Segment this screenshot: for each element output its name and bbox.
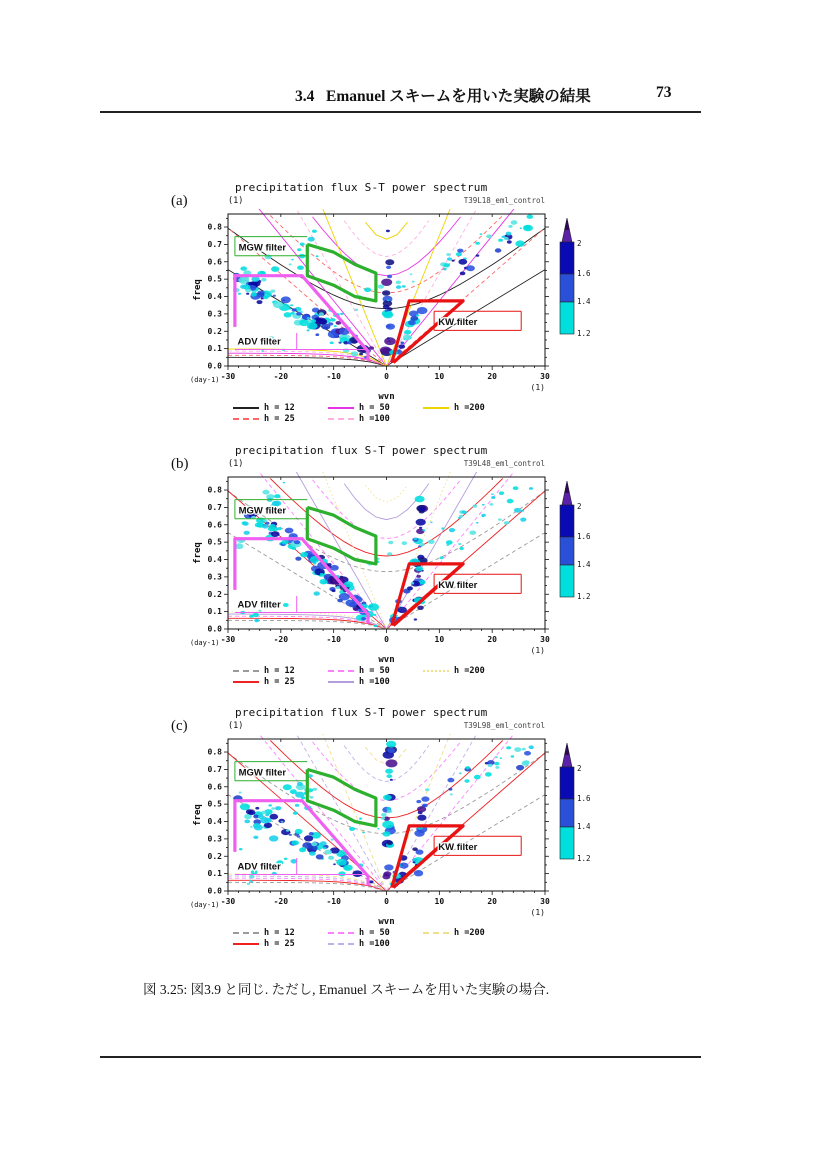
svg-text:0.1: 0.1	[207, 344, 222, 354]
svg-text:0.1: 0.1	[207, 607, 222, 617]
plot-legend	[233, 928, 563, 954]
legend-line-swatch	[328, 943, 354, 945]
legend-line-swatch	[423, 407, 449, 409]
svg-text:0.3: 0.3	[207, 834, 222, 844]
svg-text:-10: -10	[326, 897, 341, 906]
svg-text:0.6: 0.6	[207, 257, 222, 267]
svg-text:-10: -10	[326, 635, 341, 644]
legend-label: h = 50	[359, 403, 390, 413]
colorbar	[556, 479, 590, 608]
svg-text:wvn: wvn	[378, 392, 395, 402]
adv-filter-label: ADV filter	[237, 599, 281, 611]
run-label: T39L98_eml_control	[463, 721, 545, 730]
svg-text:0: 0	[384, 372, 389, 381]
panel-letter: (a)	[171, 193, 188, 209]
plot-legend	[233, 666, 563, 692]
legend-line-swatch	[233, 681, 259, 683]
svg-text:0.2: 0.2	[207, 326, 222, 336]
svg-text:10: 10	[434, 372, 445, 381]
legend-entry	[233, 403, 295, 413]
svg-text:(day-1): (day-1)	[190, 639, 220, 647]
legend-label: h =200	[454, 928, 485, 938]
legend-line-swatch	[233, 418, 259, 420]
legend-entry	[328, 403, 390, 413]
header-rule	[100, 111, 701, 113]
panel-letter: (b)	[171, 456, 189, 472]
adv-filter-label: ADV filter	[237, 336, 281, 348]
legend-entry	[423, 666, 485, 676]
legend-label: h =200	[454, 666, 485, 676]
legend-label: h =200	[454, 403, 485, 413]
colorbar-label: 2	[577, 502, 582, 511]
mgw-filter-label: MGW filter	[238, 242, 287, 254]
svg-text:(1): (1)	[530, 646, 545, 655]
legend-label: h =100	[359, 414, 390, 424]
svg-text:0.1: 0.1	[207, 869, 222, 879]
legend-entry	[328, 939, 390, 949]
svg-text:(day-1): (day-1)	[190, 901, 220, 909]
legend-line-swatch	[423, 932, 449, 934]
svg-text:freq: freq	[193, 542, 203, 564]
legend-label: h = 25	[264, 677, 295, 687]
panel-letter: (c)	[171, 718, 188, 734]
figure-panel-b	[155, 446, 635, 706]
svg-text:0: 0	[384, 635, 389, 644]
svg-text:freq: freq	[193, 804, 203, 826]
legend-line-swatch	[328, 670, 354, 672]
legend-line-swatch	[328, 407, 354, 409]
legend-entry	[233, 928, 295, 938]
svg-text:0.6: 0.6	[207, 520, 222, 530]
svg-text:0: 0	[384, 897, 389, 906]
legend-label: h = 25	[264, 414, 295, 424]
spectrum-plot	[188, 472, 560, 674]
plot-subtitle-left: (1)	[228, 196, 244, 206]
colorbar-label: 1.2	[577, 854, 590, 863]
svg-text:0.8: 0.8	[207, 747, 222, 757]
svg-text:30: 30	[540, 372, 550, 381]
plot-title: precipitation flux S-T power spectrum	[235, 181, 488, 194]
section-header	[295, 84, 591, 106]
legend-line-swatch	[328, 418, 354, 420]
svg-text:10: 10	[434, 897, 445, 906]
plot-title: precipitation flux S-T power spectrum	[235, 706, 488, 719]
svg-text:wvn: wvn	[378, 917, 395, 927]
svg-text:0.2: 0.2	[207, 589, 222, 599]
svg-text:20: 20	[487, 897, 497, 906]
mgw-filter-label: MGW filter	[238, 505, 287, 517]
svg-text:(1): (1)	[530, 383, 545, 392]
plot-subtitle-row	[228, 721, 545, 731]
svg-text:-20: -20	[273, 635, 289, 644]
legend-entry	[423, 403, 485, 413]
svg-text:0.8: 0.8	[207, 222, 222, 232]
svg-text:0.5: 0.5	[207, 799, 222, 809]
svg-text:20: 20	[487, 635, 497, 644]
plot-title: precipitation flux S-T power spectrum	[235, 444, 488, 457]
svg-text:-20: -20	[273, 372, 289, 381]
plot-subtitle-left: (1)	[228, 721, 244, 731]
legend-line-swatch	[423, 670, 449, 672]
svg-text:-20: -20	[273, 897, 289, 906]
legend-line-swatch	[233, 670, 259, 672]
legend-label: h = 12	[264, 666, 295, 676]
svg-text:0.0: 0.0	[207, 361, 222, 371]
svg-text:20: 20	[487, 372, 497, 381]
legend-entry	[328, 677, 390, 687]
legend-entry	[233, 666, 295, 676]
legend-entry	[328, 414, 390, 424]
svg-text:0.7: 0.7	[207, 764, 222, 774]
legend-entry	[233, 677, 295, 687]
plot-subtitle-row	[228, 459, 545, 469]
colorbar-label: 2	[577, 764, 582, 773]
svg-text:0.2: 0.2	[207, 851, 222, 861]
colorbar-label: 1.2	[577, 592, 590, 601]
svg-text:0.5: 0.5	[207, 537, 222, 547]
colorbar-label: 1.4	[577, 560, 590, 569]
svg-text:-30: -30	[220, 372, 236, 381]
kw-filter-label: KW filter	[438, 842, 478, 854]
colorbar-label: 1.6	[577, 794, 590, 803]
svg-text:0.4: 0.4	[207, 817, 222, 827]
svg-text:0.3: 0.3	[207, 309, 222, 319]
section-number: 3.4	[295, 88, 315, 105]
legend-entry	[328, 928, 390, 938]
svg-text:0.3: 0.3	[207, 572, 222, 582]
colorbar	[556, 741, 590, 870]
plot-legend	[233, 403, 563, 429]
legend-label: h = 50	[359, 666, 390, 676]
run-label: T39L48_eml_control	[463, 459, 545, 468]
section-title: Emanuel スキームを用いた実験の結果	[326, 88, 591, 105]
svg-text:0.6: 0.6	[207, 782, 222, 792]
colorbar-label: 1.6	[577, 269, 590, 278]
svg-text:30: 30	[540, 635, 550, 644]
svg-text:wvn: wvn	[378, 655, 395, 665]
legend-entry	[233, 939, 295, 949]
colorbar-label: 2	[577, 239, 582, 248]
page-number: 73	[656, 84, 672, 101]
legend-line-swatch	[328, 681, 354, 683]
svg-text:freq: freq	[193, 279, 203, 301]
svg-text:-10: -10	[326, 372, 341, 381]
svg-text:(1): (1)	[530, 908, 545, 917]
legend-line-swatch	[328, 932, 354, 934]
mgw-filter-label: MGW filter	[238, 767, 287, 779]
legend-line-swatch	[233, 943, 259, 945]
kw-filter-label: KW filter	[438, 580, 478, 592]
colorbar	[556, 216, 590, 345]
legend-label: h = 12	[264, 928, 295, 938]
legend-label: h = 50	[359, 928, 390, 938]
legend-entry	[328, 666, 390, 676]
svg-text:0.7: 0.7	[207, 502, 222, 512]
run-label: T39L18_eml_control	[463, 196, 545, 205]
svg-text:(day-1): (day-1)	[190, 376, 220, 384]
spectrum-plot	[188, 209, 560, 411]
svg-text:-30: -30	[220, 635, 236, 644]
colorbar-label: 1.6	[577, 532, 590, 541]
footer-rule	[100, 1056, 701, 1058]
figure-caption: 図 3.25: 図3.9 と同じ. ただし, Emanuel スキームを用いた実験の場合.	[143, 982, 550, 997]
legend-line-swatch	[233, 932, 259, 934]
svg-text:-30: -30	[220, 897, 236, 906]
spectrum-plot	[188, 734, 560, 936]
figure-panel-a	[155, 183, 635, 443]
legend-line-swatch	[233, 407, 259, 409]
svg-text:0.4: 0.4	[207, 555, 222, 565]
legend-entry	[233, 414, 295, 424]
legend-label: h = 12	[264, 403, 295, 413]
svg-text:0.0: 0.0	[207, 624, 222, 634]
colorbar-label: 1.4	[577, 822, 590, 831]
colorbar-label: 1.4	[577, 297, 590, 306]
kw-filter-label: KW filter	[438, 317, 478, 329]
svg-text:0.0: 0.0	[207, 886, 222, 896]
plot-subtitle-row	[228, 196, 545, 206]
colorbar-label: 1.2	[577, 329, 590, 338]
svg-text:30: 30	[540, 897, 550, 906]
svg-text:10: 10	[434, 635, 445, 644]
legend-label: h = 25	[264, 939, 295, 949]
legend-label: h =100	[359, 939, 390, 949]
legend-entry	[423, 928, 485, 938]
legend-label: h =100	[359, 677, 390, 687]
figure-panel-c	[155, 708, 635, 968]
svg-text:0.7: 0.7	[207, 239, 222, 249]
plot-subtitle-left: (1)	[228, 459, 244, 469]
svg-text:0.4: 0.4	[207, 292, 222, 302]
svg-text:0.8: 0.8	[207, 485, 222, 495]
adv-filter-label: ADV filter	[237, 861, 281, 873]
svg-text:0.5: 0.5	[207, 274, 222, 284]
